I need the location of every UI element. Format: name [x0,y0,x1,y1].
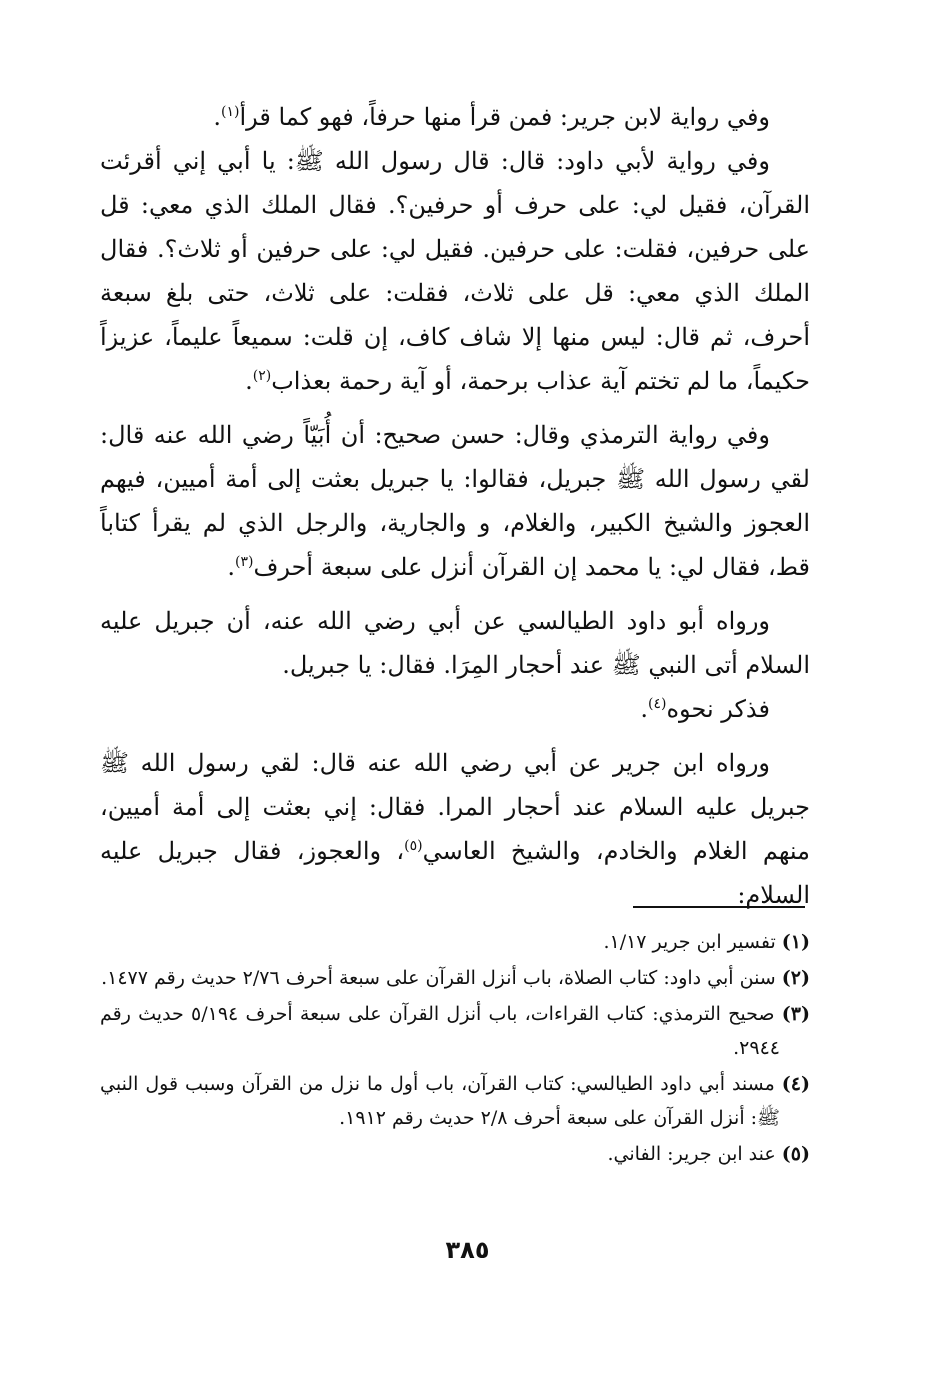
footnote-text: تفسير ابن جرير ١/١٧. [603,931,776,953]
paragraph-4 [100,599,810,687]
footnote-text: سنن أبي داود: كتاب الصلاة، باب أنزل القرآن على سبعة أحرف ٢/٧٦ حديث رقم ١٤٧٧. [101,967,776,989]
paragraph-5 [100,741,810,917]
footnote-1 [100,925,810,959]
paragraph-4b-end: . [640,695,649,723]
paragraph-4b [100,687,810,731]
paragraph-1 [100,95,810,139]
footnote-ref-3: (٣) [234,554,254,570]
footnote-ref-5: (٥) [404,838,423,854]
footnote-text: مسند أبي داود الطيالسي: كتاب القرآن، باب أول ما نزل من القرآن وسبب قول النبي ﷺ: أنزل القرآن على سبعة أحرف ٢/٨ حديث رقم ١٩١٢. [100,1073,780,1129]
footnote-separator [633,906,805,908]
paragraph-3-text: وفي رواية الترمذي وقال: حسن صحيح: أن أُبَيّاً رضي الله عنه قال: لقي رسول الله ﷺ جبريل، فقالوا: يا جبريل بعثت إلى أمة أميين، فيهم العجوز والشيخ الكبير، والغلام، و والجارية، والرجل الذي لم يقرأ كتاباً قط، فقال لي: يا محمد إن القرآن أنزل على سبعة أحرف [100,421,810,581]
paragraph-5-text-end: ، والعجوز، فقال جبريل عليه السلام: [100,837,810,909]
paragraph-4b-text: فذكر نحوه [666,695,770,723]
footnote-ref-1: (١) [221,104,240,120]
paragraph-2 [100,139,810,403]
footnote-3 [100,997,810,1065]
footnote-ref-4: (٤) [648,696,667,712]
footnote-number: (٢) [781,967,810,989]
footnote-ref-2: (٢) [252,368,272,384]
paragraph-2-text: وفي رواية لأبي داود: قال: قال رسول الله ﷺ: يا أبي إني أقرئت القرآن، فقيل لي: على حرف أو حرفين؟. فقال الملك الذي معي: قل على حرفين، فقلت: على حرفين. فقيل لي: على حرفين أو ثلاث؟. فقال الملك الذي معي: قل على ثلاث، فقلت: على ثلاث، حتى بلغ سبعة أحرف، ثم قال: ليس منها إلا شاف كاف، إن قلت: سميعاً عليماً، عزيزاً حكيماً، ما لم تختم آية عذاب برحمة، أو آية رحمة بعذاب [100,147,811,395]
paragraph-1-end: . [213,103,222,131]
footnote-2 [100,961,810,995]
footnote-text: عند ابن جرير: الفاني. [607,1143,776,1165]
main-text [100,95,810,917]
paragraph-3 [100,413,810,589]
footnote-number: (١) [781,931,810,953]
paragraph-5-text: ورواه ابن جرير عن أبي رضي الله عنه قال: لقي رسول الله ﷺ جبريل عليه السلام عند أحجار المرا. فقال: إني بعثت إلى أمة أميين، منهم الغلام والخادم، والشيخ العاسي [100,749,810,865]
footnote-text: صحيح الترمذي: كتاب القراءات، باب أنزل القرآن على سبعة أحرف ٥/١٩٤ حديث رقم ٢٩٤٤. [100,1003,780,1059]
paragraph-2-end: . [245,367,253,395]
footnote-number: (٤) [781,1073,810,1095]
paragraph-4-text: ورواه أبو داود الطيالسي عن أبي رضي الله عنه، أن جبريل عليه السلام أتى النبي ﷺ عند أحجار المِرَا. فقال: يا جبريل. [100,607,810,679]
paragraph-3-end: . [227,553,235,581]
footnote-4 [100,1067,810,1135]
footnote-number: (٥) [781,1143,810,1165]
footnote-number: (٣) [781,1003,810,1025]
footnotes [100,925,810,1173]
footnote-5 [100,1137,810,1171]
page-number: ٣٨٥ [445,1236,490,1264]
paragraph-1-text: وفي رواية لابن جرير: فمن قرأ منها حرفاً، فهو كما قرأ [239,103,770,131]
